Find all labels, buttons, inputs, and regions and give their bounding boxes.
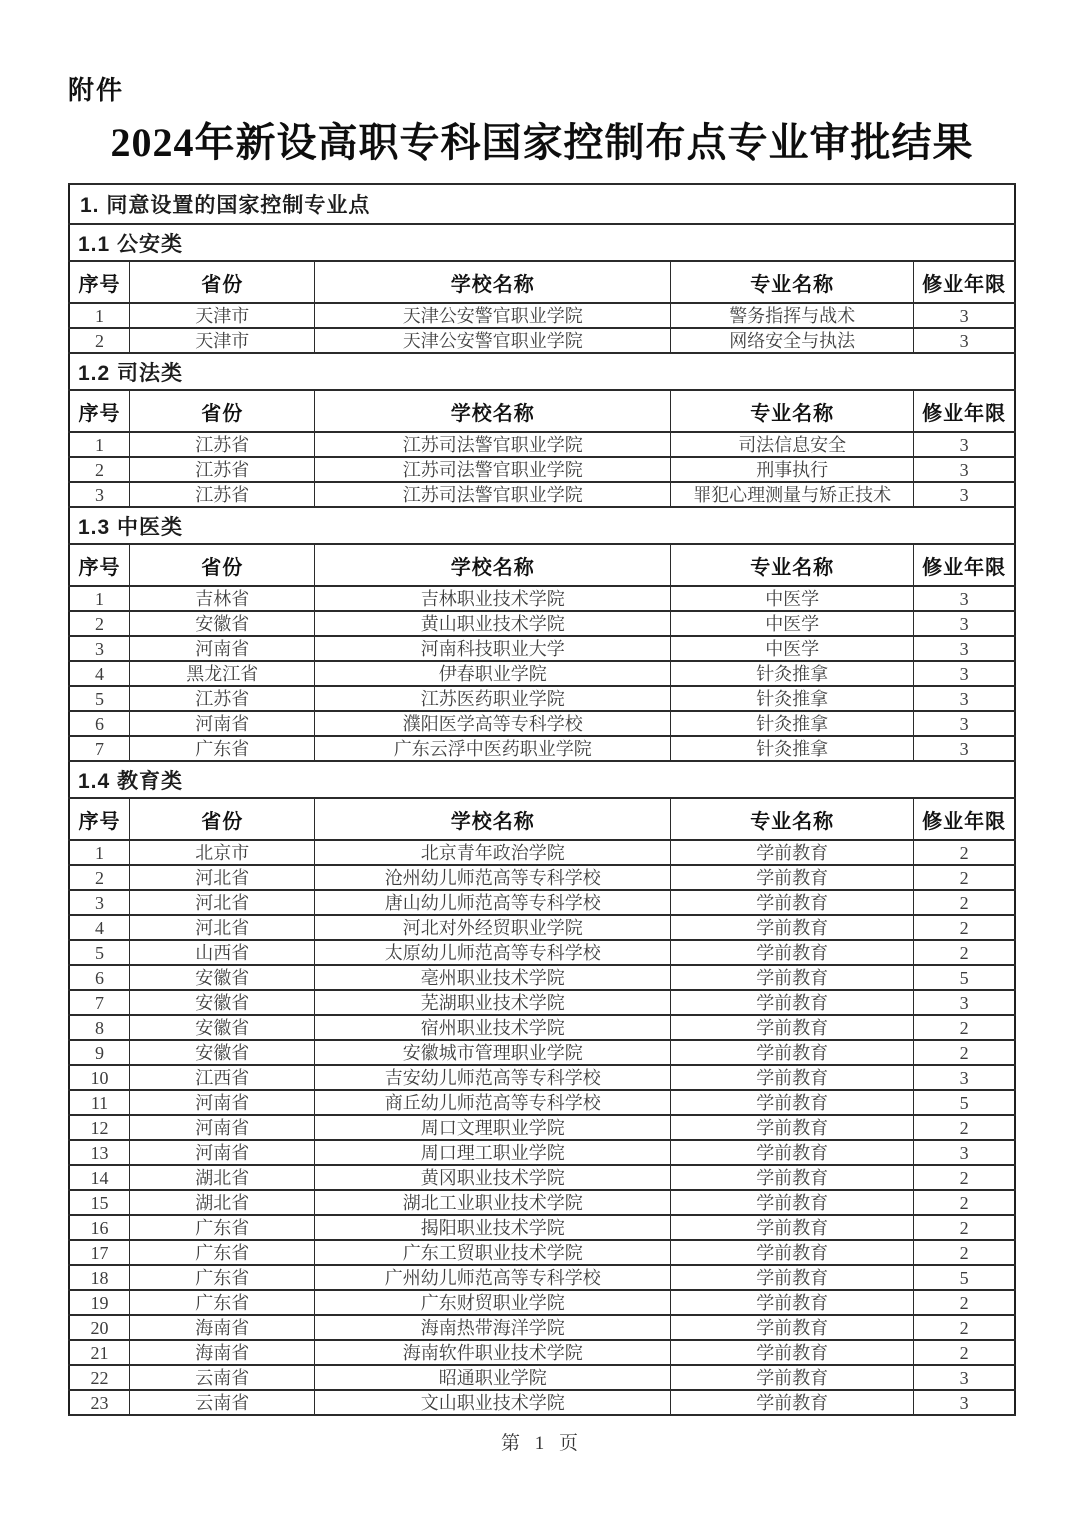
school-cell: 濮阳医学高等专科学校: [315, 711, 671, 736]
duration-cell: 3: [914, 482, 1015, 507]
index-cell: 2: [69, 457, 130, 482]
province-cell: 安徽省: [130, 1015, 315, 1040]
school-cell: 揭阳职业技术学院: [315, 1215, 671, 1240]
major-column-header: 专业名称: [671, 798, 914, 840]
index-cell: 10: [69, 1065, 130, 1090]
table-row: [69, 965, 1015, 990]
index-cell: 6: [69, 711, 130, 736]
duration-cell: 2: [914, 1165, 1015, 1190]
province-cell: 广东省: [130, 1215, 315, 1240]
table-row: [69, 1165, 1015, 1190]
school-column-header: 学校名称: [315, 390, 671, 432]
province-cell: 江苏省: [130, 482, 315, 507]
province-cell: 湖北省: [130, 1190, 315, 1215]
duration-cell: 5: [914, 965, 1015, 990]
duration-column-header: 修业年限: [914, 390, 1015, 432]
school-cell: 伊春职业学院: [315, 661, 671, 686]
section-heading-row: [69, 353, 1015, 390]
index-cell: 1: [69, 586, 130, 611]
index-cell: 23: [69, 1390, 130, 1415]
province-column-header: 省份: [130, 798, 315, 840]
major-column-header: 专业名称: [671, 390, 914, 432]
duration-cell: 2: [914, 1290, 1015, 1315]
table-row: [69, 990, 1015, 1015]
table-row: [69, 1240, 1015, 1265]
index-cell: 3: [69, 890, 130, 915]
duration-cell: 2: [914, 1115, 1015, 1140]
duration-cell: 2: [914, 915, 1015, 940]
duration-cell: 2: [914, 1040, 1015, 1065]
school-cell: 海南热带海洋学院: [315, 1315, 671, 1340]
index-cell: 8: [69, 1015, 130, 1040]
section-heading-row: [69, 761, 1015, 798]
duration-cell: 3: [914, 303, 1015, 328]
index-column-header: 序号: [69, 390, 130, 432]
duration-column-header: 修业年限: [914, 798, 1015, 840]
school-cell: 商丘幼儿师范高等专科学校: [315, 1090, 671, 1115]
duration-cell: 3: [914, 457, 1015, 482]
index-cell: 2: [69, 328, 130, 353]
major-cell: 学前教育: [671, 865, 914, 890]
index-cell: 15: [69, 1190, 130, 1215]
main-section-heading: 1. 同意设置的国家控制专业点: [69, 184, 1015, 224]
duration-cell: 2: [914, 1340, 1015, 1365]
province-cell: 安徽省: [130, 965, 315, 990]
major-cell: 学前教育: [671, 1315, 914, 1340]
major-cell: 学前教育: [671, 1365, 914, 1390]
table-row: [69, 890, 1015, 915]
duration-cell: 3: [914, 586, 1015, 611]
major-cell: 学前教育: [671, 1265, 914, 1290]
school-cell: 黄冈职业技术学院: [315, 1165, 671, 1190]
province-cell: 河北省: [130, 915, 315, 940]
table-row: [69, 1390, 1015, 1415]
table-row: [69, 432, 1015, 457]
province-cell: 河北省: [130, 865, 315, 890]
province-column-header: 省份: [130, 261, 315, 303]
index-cell: 1: [69, 840, 130, 865]
major-cell: 学前教育: [671, 965, 914, 990]
school-cell: 湖北工业职业技术学院: [315, 1190, 671, 1215]
duration-cell: 2: [914, 940, 1015, 965]
table-row: [69, 1315, 1015, 1340]
index-cell: 2: [69, 865, 130, 890]
school-cell: 广东云浮中医药职业学院: [315, 736, 671, 761]
duration-cell: 3: [914, 990, 1015, 1015]
section-heading-row: [69, 507, 1015, 544]
duration-column-header: 修业年限: [914, 544, 1015, 586]
index-cell: 6: [69, 965, 130, 990]
province-cell: 海南省: [130, 1340, 315, 1365]
school-cell: 文山职业技术学院: [315, 1390, 671, 1415]
province-cell: 湖北省: [130, 1165, 315, 1190]
duration-cell: 3: [914, 686, 1015, 711]
duration-cell: 3: [914, 432, 1015, 457]
province-cell: 河南省: [130, 711, 315, 736]
index-cell: 19: [69, 1290, 130, 1315]
table-row: [69, 661, 1015, 686]
table-row: [69, 915, 1015, 940]
province-cell: 江苏省: [130, 686, 315, 711]
index-cell: 1: [69, 432, 130, 457]
school-cell: 沧州幼儿师范高等专科学校: [315, 865, 671, 890]
school-cell: 江苏司法警官职业学院: [315, 482, 671, 507]
province-cell: 云南省: [130, 1365, 315, 1390]
table-row: [69, 1015, 1015, 1040]
province-cell: 江西省: [130, 1065, 315, 1090]
duration-cell: 3: [914, 611, 1015, 636]
table-row: [69, 482, 1015, 507]
province-cell: 安徽省: [130, 1040, 315, 1065]
school-cell: 昭通职业学院: [315, 1365, 671, 1390]
index-cell: 13: [69, 1140, 130, 1165]
major-cell: 学前教育: [671, 1090, 914, 1115]
duration-cell: 3: [914, 736, 1015, 761]
duration-cell: 2: [914, 1215, 1015, 1240]
province-cell: 海南省: [130, 1315, 315, 1340]
major-cell: 学前教育: [671, 940, 914, 965]
school-cell: 黄山职业技术学院: [315, 611, 671, 636]
school-cell: 北京青年政治学院: [315, 840, 671, 865]
table-row: [69, 1190, 1015, 1215]
province-cell: 河南省: [130, 1090, 315, 1115]
table-row: [69, 1140, 1015, 1165]
index-cell: 4: [69, 915, 130, 940]
major-cell: 警务指挥与战术: [671, 303, 914, 328]
major-cell: 学前教育: [671, 990, 914, 1015]
major-cell: 学前教育: [671, 1040, 914, 1065]
table-row: [69, 611, 1015, 636]
major-cell: 学前教育: [671, 1390, 914, 1415]
duration-cell: 3: [914, 636, 1015, 661]
school-cell: 海南软件职业技术学院: [315, 1340, 671, 1365]
major-cell: 学前教育: [671, 915, 914, 940]
duration-cell: 2: [914, 1015, 1015, 1040]
column-header-row: [69, 390, 1015, 432]
major-cell: 学前教育: [671, 1215, 914, 1240]
duration-cell: 2: [914, 890, 1015, 915]
school-cell: 江苏司法警官职业学院: [315, 432, 671, 457]
index-cell: 7: [69, 736, 130, 761]
school-cell: 宿州职业技术学院: [315, 1015, 671, 1040]
section-heading: 1.4 教育类: [69, 761, 1015, 798]
section-heading: 1.3 中医类: [69, 507, 1015, 544]
duration-cell: 2: [914, 865, 1015, 890]
major-cell: 针灸推拿: [671, 736, 914, 761]
major-cell: 中医学: [671, 636, 914, 661]
school-cell: 周口理工职业学院: [315, 1140, 671, 1165]
province-cell: 河南省: [130, 636, 315, 661]
table-row: [69, 328, 1015, 353]
table-row: [69, 840, 1015, 865]
main-section-heading-row: [69, 184, 1015, 224]
school-cell: 广州幼儿师范高等专科学校: [315, 1265, 671, 1290]
section-heading-row: [69, 224, 1015, 261]
table-row: [69, 736, 1015, 761]
major-cell: 刑事执行: [671, 457, 914, 482]
major-cell: 网络安全与执法: [671, 328, 914, 353]
approval-table: [68, 183, 1016, 1416]
school-column-header: 学校名称: [315, 544, 671, 586]
province-cell: 云南省: [130, 1390, 315, 1415]
major-cell: 罪犯心理测量与矫正技术: [671, 482, 914, 507]
school-cell: 江苏司法警官职业学院: [315, 457, 671, 482]
table-row: [69, 1290, 1015, 1315]
duration-cell: 2: [914, 1190, 1015, 1215]
duration-cell: 3: [914, 328, 1015, 353]
major-cell: 学前教育: [671, 1190, 914, 1215]
major-cell: 针灸推拿: [671, 711, 914, 736]
column-header-row: [69, 544, 1015, 586]
table-row: [69, 1065, 1015, 1090]
section-heading: 1.2 司法类: [69, 353, 1015, 390]
duration-cell: 3: [914, 661, 1015, 686]
index-cell: 22: [69, 1365, 130, 1390]
table-row: [69, 1340, 1015, 1365]
school-cell: 天津公安警官职业学院: [315, 328, 671, 353]
major-cell: 学前教育: [671, 1015, 914, 1040]
province-cell: 河北省: [130, 890, 315, 915]
province-cell: 安徽省: [130, 990, 315, 1015]
major-cell: 学前教育: [671, 1340, 914, 1365]
table-row: [69, 686, 1015, 711]
province-cell: 江苏省: [130, 457, 315, 482]
table-row: [69, 1115, 1015, 1140]
school-cell: 河南科技职业大学: [315, 636, 671, 661]
table-row: [69, 586, 1015, 611]
table-row: [69, 1265, 1015, 1290]
duration-column-header: 修业年限: [914, 261, 1015, 303]
province-column-header: 省份: [130, 544, 315, 586]
school-cell: 江苏医药职业学院: [315, 686, 671, 711]
province-cell: 天津市: [130, 303, 315, 328]
duration-cell: 2: [914, 1315, 1015, 1340]
column-header-row: [69, 261, 1015, 303]
table-row: [69, 940, 1015, 965]
page-number: 第 1 页: [500, 1433, 583, 1454]
table-row: [69, 1090, 1015, 1115]
index-cell: 7: [69, 990, 130, 1015]
major-column-header: 专业名称: [671, 544, 914, 586]
index-cell: 2: [69, 611, 130, 636]
province-cell: 广东省: [130, 736, 315, 761]
table-row: [69, 457, 1015, 482]
duration-cell: 5: [914, 1265, 1015, 1290]
duration-cell: 5: [914, 1090, 1015, 1115]
index-cell: 21: [69, 1340, 130, 1365]
index-cell: 17: [69, 1240, 130, 1265]
school-column-header: 学校名称: [315, 798, 671, 840]
duration-cell: 3: [914, 1390, 1015, 1415]
duration-cell: 3: [914, 1065, 1015, 1090]
major-cell: 针灸推拿: [671, 661, 914, 686]
major-cell: 学前教育: [671, 1290, 914, 1315]
province-cell: 天津市: [130, 328, 315, 353]
index-cell: 5: [69, 686, 130, 711]
index-cell: 4: [69, 661, 130, 686]
province-cell: 北京市: [130, 840, 315, 865]
school-cell: 天津公安警官职业学院: [315, 303, 671, 328]
school-cell: 芜湖职业技术学院: [315, 990, 671, 1015]
attachment-label: 附件: [68, 75, 125, 105]
major-column-header: 专业名称: [671, 261, 914, 303]
school-cell: 唐山幼儿师范高等专科学校: [315, 890, 671, 915]
index-column-header: 序号: [69, 261, 130, 303]
province-cell: 河南省: [130, 1140, 315, 1165]
school-cell: 安徽城市管理职业学院: [315, 1040, 671, 1065]
school-cell: 太原幼儿师范高等专科学校: [315, 940, 671, 965]
index-cell: 5: [69, 940, 130, 965]
duration-cell: 3: [914, 711, 1015, 736]
province-cell: 广东省: [130, 1290, 315, 1315]
index-cell: 14: [69, 1165, 130, 1190]
school-cell: 河北对外经贸职业学院: [315, 915, 671, 940]
province-cell: 河南省: [130, 1115, 315, 1140]
duration-cell: 2: [914, 840, 1015, 865]
school-cell: 亳州职业技术学院: [315, 965, 671, 990]
school-cell: 吉林职业技术学院: [315, 586, 671, 611]
major-cell: 学前教育: [671, 1240, 914, 1265]
major-cell: 学前教育: [671, 890, 914, 915]
index-column-header: 序号: [69, 544, 130, 586]
table-row: [69, 711, 1015, 736]
major-cell: 学前教育: [671, 1065, 914, 1090]
index-cell: 20: [69, 1315, 130, 1340]
province-cell: 安徽省: [130, 611, 315, 636]
province-cell: 黑龙江省: [130, 661, 315, 686]
province-cell: 广东省: [130, 1240, 315, 1265]
index-cell: 9: [69, 1040, 130, 1065]
major-cell: 中医学: [671, 611, 914, 636]
index-cell: 11: [69, 1090, 130, 1115]
school-cell: 广东工贸职业技术学院: [315, 1240, 671, 1265]
table-row: [69, 1040, 1015, 1065]
major-cell: 学前教育: [671, 1165, 914, 1190]
major-cell: 中医学: [671, 586, 914, 611]
province-cell: 吉林省: [130, 586, 315, 611]
table-row: [69, 865, 1015, 890]
school-cell: 周口文理职业学院: [315, 1115, 671, 1140]
index-cell: 16: [69, 1215, 130, 1240]
table-row: [69, 1365, 1015, 1390]
duration-cell: 3: [914, 1140, 1015, 1165]
major-cell: 学前教育: [671, 1115, 914, 1140]
table-row: [69, 303, 1015, 328]
major-cell: 司法信息安全: [671, 432, 914, 457]
school-cell: 吉安幼儿师范高等专科学校: [315, 1065, 671, 1090]
province-cell: 广东省: [130, 1265, 315, 1290]
index-cell: 18: [69, 1265, 130, 1290]
section-heading: 1.1 公安类: [69, 224, 1015, 261]
major-cell: 学前教育: [671, 1140, 914, 1165]
school-column-header: 学校名称: [315, 261, 671, 303]
major-cell: 学前教育: [671, 840, 914, 865]
table-row: [69, 1215, 1015, 1240]
province-column-header: 省份: [130, 390, 315, 432]
page-title: 2024年新设高职专科国家控制布点专业审批结果: [110, 120, 974, 165]
province-cell: 江苏省: [130, 432, 315, 457]
index-column-header: 序号: [69, 798, 130, 840]
duration-cell: 3: [914, 1365, 1015, 1390]
index-cell: 1: [69, 303, 130, 328]
column-header-row: [69, 798, 1015, 840]
duration-cell: 2: [914, 1240, 1015, 1265]
index-cell: 3: [69, 636, 130, 661]
index-cell: 12: [69, 1115, 130, 1140]
index-cell: 3: [69, 482, 130, 507]
table-row: [69, 636, 1015, 661]
major-cell: 针灸推拿: [671, 686, 914, 711]
province-cell: 山西省: [130, 940, 315, 965]
school-cell: 广东财贸职业学院: [315, 1290, 671, 1315]
